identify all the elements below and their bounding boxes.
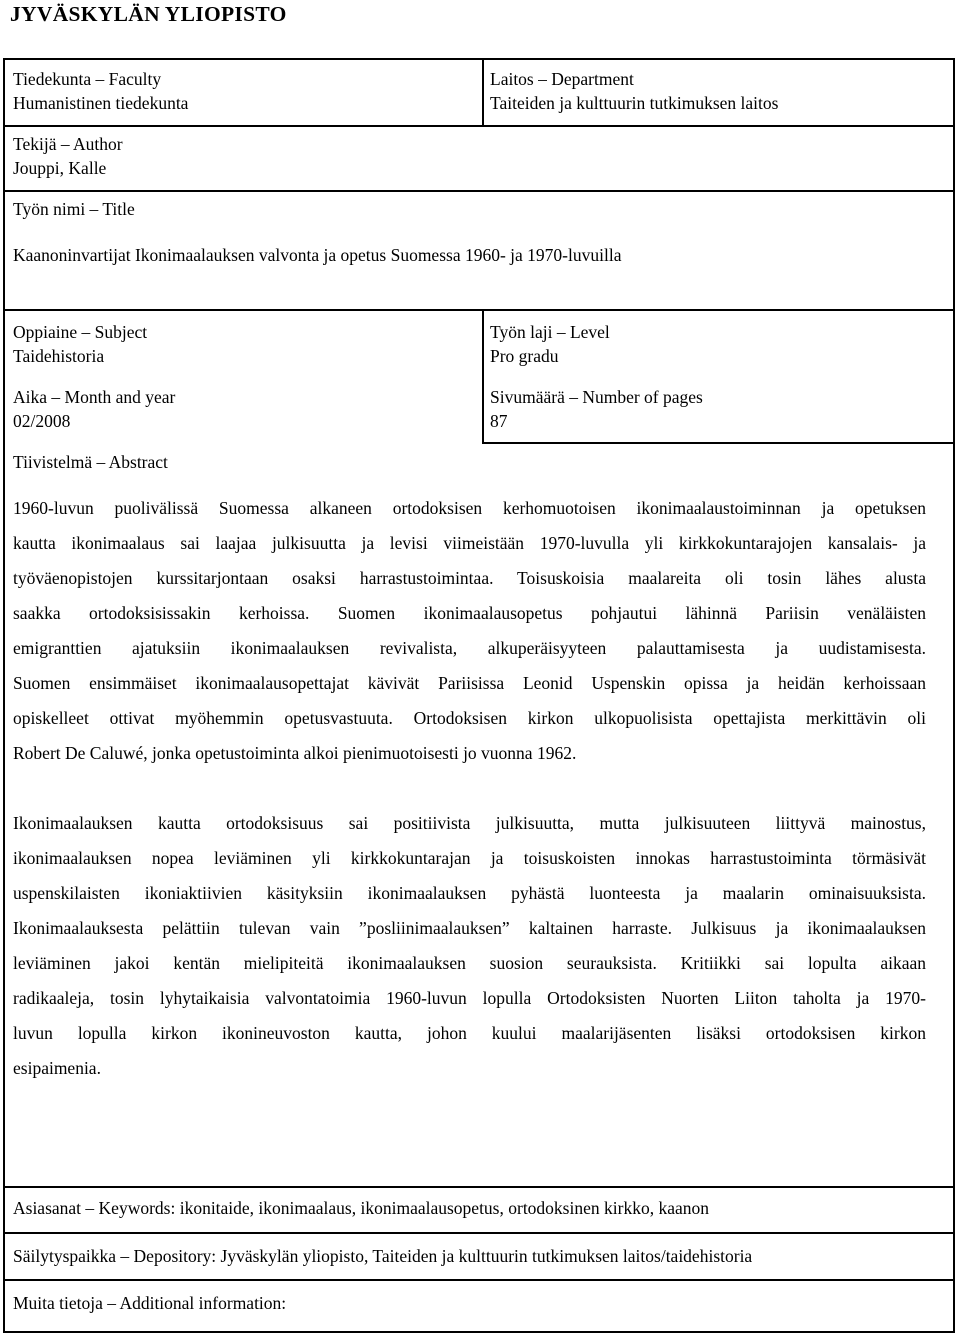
abstract-label: Tiivistelmä – Abstract (13, 452, 168, 472)
depository: Säilytyspaikka – Depository: Jyväskylän yliopisto, Taiteiden ja kulttuurin tutkimuksen laitos/taidehistoria (13, 1246, 753, 1266)
subject-value: Taidehistoria (13, 346, 105, 366)
abstract-form (3, 58, 955, 1333)
abstract-line: leviäminen jakoi kentän mielipiteitä ikonimaalauksen suosion seurauksista. Kritiikki sai lopulta aikaan (13, 953, 926, 973)
abstract-paragraph-1 (13, 491, 926, 771)
faculty-cell (5, 60, 483, 125)
author-cell (5, 127, 953, 190)
abstract-line: työväenopistojen kurssitarjontaan osaksi harrastustoimintaa. Toisuskoisia maalareita oli tosin lähes alusta (13, 568, 926, 588)
abstract-line: Ikonimaalauksesta pelättiin tulevan vain ”posliinimaalauksen” kaltainen harraste. Julkisuus ja ikonimaalauksen (13, 918, 926, 938)
abstract-line: Ikonimaalauksen kautta ortodoksisuus sai positiivista julkisuutta, mutta julkisuuteen liittyvä mainostus, (13, 813, 926, 833)
abstract-line: uspenskilaisten ikoniaktiivien käsityksiin ikonimaalauksen pyhästä luonteesta ja maalarin ominaisuuksista. (13, 883, 926, 903)
abstract-line: Suomen ensimmäiset ikonimaalausopettajat kävivät Pariisissa Leonid Uspenskin opissa ja heidän kerhoissaan (13, 673, 926, 693)
faculty-value: Humanistinen tiedekunta (13, 93, 189, 113)
level-value: Pro gradu (490, 346, 559, 366)
keywords: Asiasanat – Keywords: ikonitaide, ikonimaalaus, ikonimaalausopetus, ortodoksinen kirkko, kaanon (13, 1198, 709, 1218)
author-value: Jouppi, Kalle (13, 158, 107, 178)
abstract-paragraph-2 (13, 806, 926, 1086)
title-cell (5, 192, 953, 309)
abstract-line: saakka ortodoksisissakin kerhoissa. Suomen ikonimaalausopetus pohjautui lähinnä Pariisin venäläisten (13, 603, 926, 623)
abstract-line: luvun lopulla kirkon ikonineuvoston kautta, johon kuului maalarijäsenten lisäksi ortodoksisen kirkon (13, 1023, 926, 1043)
additional-information: Muita tietoja – Additional information: (13, 1293, 287, 1313)
department-cell (484, 60, 954, 125)
date-value: 02/2008 (13, 411, 71, 431)
abstract-line: radikaaleja, tosin lyhytaikaisia valvontatoimia 1960-luvun lopulla Ortodoksisten Nuorten Liiton taholta ja 1970- (13, 988, 926, 1008)
abstract-line: 1960-luvun puolivälissä Suomessa alkaneen ortodoksisen kerhomuotoisen ikonimaalaustoiminnan ja opetuksen (13, 498, 926, 518)
abstract-line: emigranttien ajatuksiin ikonimaalauksen revivalista, alkuperäisyyteen palauttamisesta ja uudistamisesta. (13, 638, 926, 658)
pages-label: Sivumäärä – Number of pages (490, 387, 703, 407)
faculty-label: Tiedekunta – Faculty (13, 69, 162, 89)
department-value: Taiteiden ja kulttuurin tutkimuksen laitos (490, 93, 779, 113)
abstract-line: esipaimenia. (13, 1058, 101, 1078)
title-label: Työn nimi – Title (13, 199, 135, 219)
title-value: Kaanoninvartijat Ikonimaalauksen valvonta ja opetus Suomessa 1960- ja 1970-luvuilla (13, 245, 622, 265)
date-label: Aika – Month and year (13, 387, 176, 407)
author-label: Tekijä – Author (13, 134, 123, 154)
university-name: JYVÄSKYLÄN YLIOPISTO (10, 2, 287, 26)
abstract-line: ikonimaalauksen nopea leviäminen yli kirkkokuntarajan ja toisuskoisten innokas harrastustoiminta törmäsivät (13, 848, 926, 868)
level-label: Työn laji – Level (490, 322, 610, 342)
abstract-line: opiskelleet ottivat myöhemmin opetusvastuuta. Ortodoksisen kirkon ulkopuolisista opettajista merkittävin oli (13, 708, 926, 728)
abstract-line: Robert De Caluwé, jonka opetustoiminta alkoi pienimuotoisesti jo vuonna 1962. (13, 743, 577, 763)
subject-label: Oppiaine – Subject (13, 322, 148, 342)
abstract-line: kautta ikonimaalaus sai laajaa julkisuutta ja levisi viimeistään 1970-luvulla yli kirkkokuntarajojen kansalais- ja (13, 533, 926, 553)
pages-value: 87 (490, 411, 508, 431)
department-label: Laitos – Department (490, 69, 634, 89)
